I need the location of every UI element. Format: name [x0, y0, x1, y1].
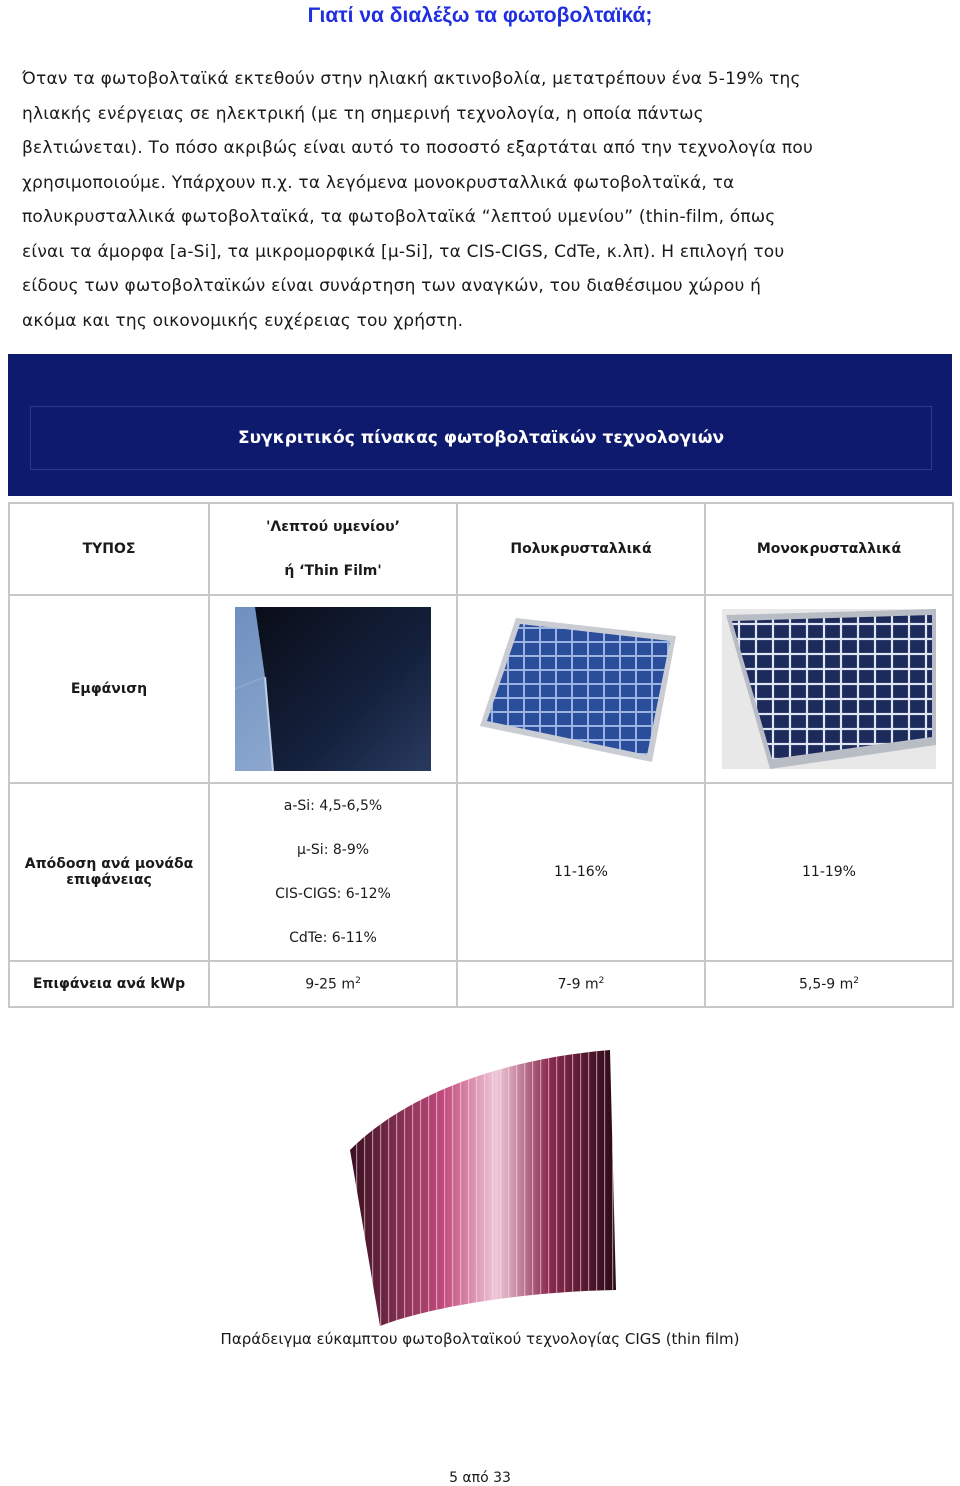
- intro-line: πολυκρυσταλλικά φωτοβολταϊκά, τα φωτοβολταϊκά “λεπτού υμενίου” (thin-film, όπως: [22, 207, 776, 227]
- table-caption: Συγκριτικός πίνακας φωτοβολταϊκών τεχνολογιών: [237, 428, 725, 448]
- area-exponent: 2: [355, 975, 361, 986]
- intro-line: ηλιακής ενέργειας σε ηλεκτρική (με τη σημερινή τεχνολογία, η οποία πάντως: [22, 103, 704, 124]
- poly-image-cell: [457, 595, 705, 783]
- thin-film-image-cell: [209, 595, 457, 783]
- intro-line: βελτιώνεται). Το πόσο ακριβώς είναι αυτό το ποσοστό εξαρτάται από την τεχνολογία που: [22, 138, 813, 158]
- header-mono: Μονοκρυσταλλικά: [705, 503, 953, 595]
- intro-line: είδους των φωτοβολταϊκών είναι συνάρτηση των αναγκών, του διαθέσιμου χώρου ή: [22, 276, 762, 296]
- table-caption-banner: [8, 354, 952, 496]
- header-thin-film-line1: 'Λεπτού υμενίου’: [266, 519, 400, 535]
- efficiency-value: CdTe: 6-11%: [289, 930, 377, 946]
- area-label: Επιφάνεια ανά kWp: [9, 961, 209, 1007]
- header-poly: Πολυκρυσταλλικά: [457, 503, 705, 595]
- intro-line: χρησιμοποιούμε. Υπάρχουν π.χ. τα λεγόμενα μονοκρυσταλλικά φωτοβολταϊκά, τα: [22, 172, 735, 193]
- area-poly: [457, 961, 705, 1007]
- table-header-row: [9, 503, 953, 595]
- area-mono: [705, 961, 953, 1007]
- intro-line: ακόμα και της οικονομικής ευχέρειας του χρήστη.: [22, 310, 464, 331]
- area-row: [9, 961, 953, 1007]
- appearance-label: Εμφάνιση: [9, 595, 209, 783]
- header-type: ΤΥΠΟΣ: [9, 503, 209, 595]
- efficiency-value: μ-Si: 8-9%: [296, 842, 370, 858]
- area-exponent: 2: [853, 975, 860, 986]
- comparison-table: [8, 502, 954, 1008]
- efficiency-label: Απόδοση ανά μονάδα επιφάνειας: [9, 783, 209, 961]
- efficiency-poly: 11-16%: [457, 783, 705, 961]
- efficiency-value: a-Si: 4,5-6,5%: [283, 798, 383, 814]
- mono-panel-image: [722, 609, 936, 769]
- page-title: Γιατί να διαλέξω τα φωτοβολταϊκά;: [307, 4, 653, 27]
- intro-line: είναι τα άμορφα [a-Si], τα μικρομορφικά [μ-Si], τα CIS-CIGS, CdTe, κ.λπ). Η επιλογή του: [22, 241, 785, 262]
- appearance-row: [9, 595, 953, 783]
- flexible-cigs-figure: [340, 1040, 620, 1330]
- header-thin-film-line2: ή ‘Thin Film': [284, 563, 382, 579]
- figure-caption: Παράδειγμα εύκαμπτου φωτοβολταϊκού τεχνολογίας CIGS (thin film): [220, 1330, 740, 1348]
- poly-panel-image: [476, 614, 686, 764]
- area-exponent: 2: [598, 975, 605, 986]
- thin-film-panel-image: [235, 607, 431, 771]
- mono-image-cell: [705, 595, 953, 783]
- efficiency-row: [9, 783, 953, 961]
- area-thin-film: [209, 961, 457, 1007]
- area-value: 9-25 m: [305, 976, 356, 993]
- efficiency-value: CIS-CIGS: 6-12%: [275, 886, 391, 902]
- efficiency-mono: 11-19%: [705, 783, 953, 961]
- area-value: 5,5-9 m: [798, 976, 854, 993]
- table-caption-box: [30, 406, 932, 470]
- area-value: 7-9 m: [557, 976, 599, 993]
- flexible-cigs-image: [340, 1040, 620, 1330]
- efficiency-thin-film: [209, 783, 457, 961]
- header-thin-film: [209, 503, 457, 595]
- intro-line: Όταν τα φωτοβολταϊκά εκτεθούν στην ηλιακή ακτινοβολία, μετατρέπουν ένα 5-19% της: [22, 69, 801, 89]
- page-number: 5 από 33: [449, 1470, 511, 1486]
- intro-paragraph: [22, 62, 940, 338]
